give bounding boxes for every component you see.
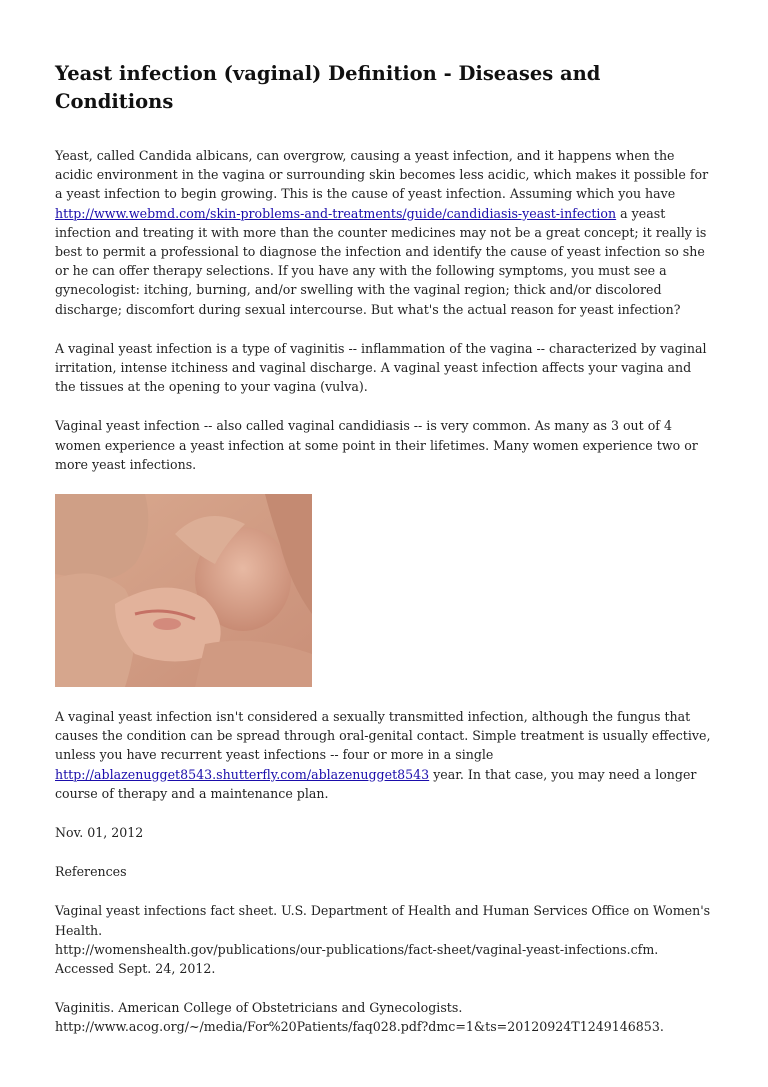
reference-item <box>55 901 715 978</box>
paragraph-treatment <box>55 707 715 803</box>
paragraph-treatment-text-start: A vaginal yeast infection isn't considered a sexually transmitted infection, although the fungus that causes the condition can be spread through oral-genital contact. Simple treatment is usually effective, unless you have recurrent yeast infections -- four or more in a single <box>55 709 711 763</box>
document-page <box>55 60 715 1057</box>
reference-citation: Vaginitis. American College of Obstetricians and Gynecologists. <box>55 1000 463 1016</box>
page-title: Yeast infection (vaginal) Definition - Diseases and Conditions <box>55 62 601 113</box>
reference-url: http://www.acog.org/~/media/For%20Patients/faq028.pdf?dmc=1&ts=20120924T1249146853. <box>55 1019 664 1035</box>
paragraph-vaginitis: A vaginal yeast infection is a type of vaginitis -- inflammation of the vagina -- characterized by vaginal irritation, intense itchiness and vaginal discharge. A vaginal yeast infection affects your vagina and the tissues at the opening to your vagina (vulva). <box>55 340 707 395</box>
reference-citation: Vaginal yeast infections fact sheet. U.S. Department of Health and Human Services Office on Women's Health. <box>55 903 711 938</box>
shutterfly-link[interactable]: http://ablazenugget8543.shutterfly.com/ablazenugget8543 <box>55 766 430 782</box>
reference-url: http://womenshealth.gov/publications/our-publications/fact-sheet/vaginal-yeast-infections.cfm. <box>55 941 659 957</box>
paragraph-common: Vaginal yeast infection -- also called vaginal candidiasis -- is very common. As many as 3 out of 4 women experience a yeast infection at some point in their lifetimes. Many women experience two or more yeast infections. <box>55 418 698 472</box>
paragraph-treatment-text-end: year. In that case, you may need a longer course of therapy and a maintenance plan. <box>55 766 697 801</box>
webmd-link[interactable]: http://www.webmd.com/skin-problems-and-treatments/guide/candidiasis-yeast-infection <box>55 205 617 221</box>
paragraph-intro-text-end: a yeast infection and treating it with more than the counter medicines may not be a great concept; it really is best to permit a professional to diagnose the infection and identify the cause of yeast infection so she or he can offer therapy selections. If you have any with the following symptoms, you must see a gynecologist: itching, burning, and/or swelling with the vaginal region; thick and/or discolored discharge; discomfort during sexual intercourse. But what's the actual reason for yeast infection? <box>55 205 707 317</box>
reference-accessed: Accessed Sept. 24, 2012. <box>55 961 216 977</box>
paragraph-intro-text-start: Yeast, called Candida albicans, can overgrow, causing a yeast infection, and it happens when the acidic environment in the vagina or surrounding skin becomes less acidic, which makes it possible for a yeast infection to begin growing. This is the cause of yeast infection. Assuming which you have <box>55 148 709 202</box>
references-list <box>55 901 715 1036</box>
reference-item <box>55 998 715 1036</box>
infection-photo <box>55 494 312 687</box>
publish-date: Nov. 01, 2012 <box>55 825 144 841</box>
references-heading: References <box>55 864 127 880</box>
paragraph-intro <box>55 146 715 319</box>
